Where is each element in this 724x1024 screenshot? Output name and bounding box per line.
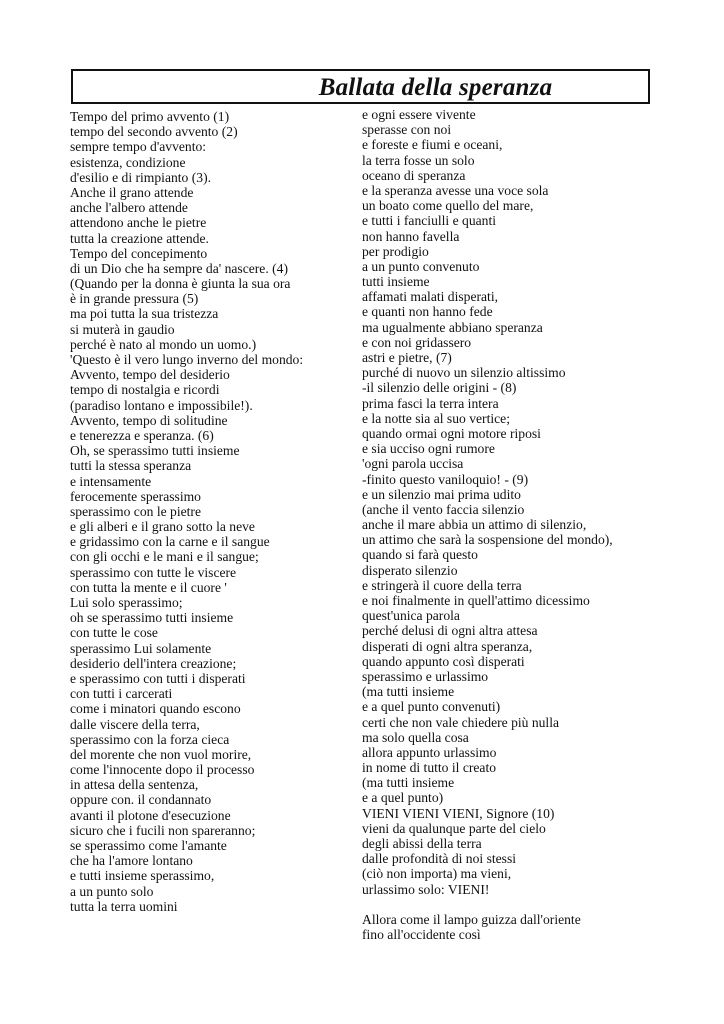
verse-line: a un punto convenuto — [362, 258, 480, 274]
verse-line: con tutte le cose — [70, 625, 158, 641]
verse-line: quest'unica parola — [362, 608, 460, 624]
verse-line: e sperassimo con tutti i disperati — [70, 670, 246, 686]
verse-line: tutta la creazione attende. — [70, 230, 209, 246]
verse-line: -finito questo vaniloquio! - (9) — [362, 471, 529, 487]
verse-line: ma poi tutta la sua tristezza — [70, 306, 219, 322]
verse-line: e un silenzio mai prima udito — [362, 486, 521, 502]
verse-line: per prodigio — [362, 243, 429, 259]
verse-line: e intensamente — [70, 473, 152, 489]
verse-line: sperassimo con le pietre — [70, 503, 201, 519]
verse-line: e foreste e fiumi e oceani, — [362, 137, 503, 153]
verse-line: in nome di tutto il creato — [362, 760, 497, 776]
verse-line: e tutti i fanciulli e quanti — [362, 213, 497, 229]
verse-line: quando appunto così disperati — [362, 653, 525, 669]
verse-line: (Quando per la donna è giunta la sua ora — [70, 276, 291, 292]
verse-line: sempre tempo d'avvento: — [70, 139, 207, 155]
verse-line: esistenza, condizione — [70, 154, 186, 170]
verse-line: in attesa della sentenza, — [70, 777, 199, 793]
verse-line: con tutta la mente e il cuore ' — [70, 579, 227, 595]
verse-line: oh se sperassimo tutti insieme — [70, 610, 234, 626]
verse-line: Anche il grano attende — [70, 184, 194, 200]
stanza-gap — [362, 897, 613, 912]
verse-line: prima fasci la terra intera — [362, 395, 499, 411]
verse-line: e tenerezza e speranza. (6) — [70, 427, 214, 443]
verse-line: un attimo che sarà la sospensione del mondo), — [362, 532, 613, 548]
verse-line: affamati malati disperati, — [362, 289, 499, 305]
verse-line: sperasse con noi — [362, 122, 452, 138]
verse-line: con gli occhi e le mani e il sangue; — [70, 549, 259, 565]
verse-line: del morente che non vuol morire, — [70, 746, 252, 762]
verse-line: un boato come quello del mare, — [362, 198, 534, 214]
verse-line: VIENI VIENI VIENI, Signore (10) — [362, 805, 555, 821]
verse-line: e gridassimo con la carne e il sangue — [70, 534, 270, 550]
verse-line: con tutti i carcerati — [70, 686, 173, 702]
verse-line: e stringerà il cuore della terra — [362, 577, 522, 593]
verse-line: anche il mare abbia un attimo di silenzio, — [362, 517, 587, 533]
verse-line: Oh, se sperassimo tutti insieme — [70, 443, 240, 459]
left-column — [70, 109, 303, 914]
verse-line: perché è nato al mondo un uomo.) — [70, 336, 257, 352]
verse-line: la terra fosse un solo — [362, 152, 475, 168]
verse-line: vieni da qualunque parte del cielo — [362, 820, 546, 836]
verse-line: disperati di ogni altra speranza, — [362, 638, 533, 654]
verse-line: sperassimo e urlassimo — [362, 668, 489, 684]
verse-line: di un Dio che ha sempre da' nascere. (4) — [70, 260, 288, 276]
verse-line: Avvento, tempo di solitudine — [70, 412, 228, 428]
verse-line: non hanno favella — [362, 228, 460, 244]
verse-line: e a quel punto convenuti) — [362, 699, 501, 715]
verse-line: purché di nuovo un silenzio altissimo — [362, 365, 566, 381]
verse-line: Lui solo sperassimo; — [70, 595, 183, 610]
verse-line: disperato silenzio — [362, 562, 458, 578]
verse-line: quando si farà questo — [362, 547, 478, 563]
verse-line: d'esilio e di rimpianto (3). — [70, 169, 212, 185]
verse-line: (paradiso lontano e impossibile!). — [70, 397, 253, 413]
verse-line: dalle profondità di noi stessi — [362, 851, 517, 867]
verse-line: sperassimo Lui solamente — [70, 640, 212, 656]
verse-line: avanti il plotone d'esecuzione — [70, 807, 231, 823]
verse-line: come i minatori quando escono — [70, 701, 241, 717]
verse-line: è in grande pressura (5) — [70, 291, 199, 307]
verse-line: tempo di nostalgia e ricordi — [70, 382, 220, 398]
verse-line: (ma tutti insieme — [362, 775, 455, 791]
verse-line: tutta la terra uomini — [70, 898, 178, 914]
verse-line: 'ogni parola uccisa — [362, 456, 464, 472]
verse-line: (ciò non importa) ma vieni, — [362, 866, 512, 882]
verse-line: sperassimo con tutte le viscere — [70, 564, 237, 580]
verse-line: ma ugualmente abbiano speranza — [362, 319, 543, 335]
verse-line: desiderio dell'intera creazione; — [70, 655, 237, 671]
right-column — [362, 107, 613, 942]
verse-line: a un punto solo — [70, 883, 154, 899]
verse-line: quando ormai ogni motore riposi — [362, 425, 541, 441]
verse-line: oppure con. il condannato — [70, 792, 212, 808]
title-box — [71, 69, 650, 104]
verse-line: tempo del secondo avvento (2) — [70, 124, 238, 140]
verse-line: Tempo del primo avvento (1) — [70, 109, 230, 124]
verse-line: e sia ucciso ogni rumore — [362, 441, 495, 457]
verse-line: e gli alberi e il grano sotto la neve — [70, 519, 255, 535]
verse-line: tutti la stessa speranza — [70, 458, 192, 474]
verse-line: fino all'occidente così — [362, 926, 481, 942]
verse-line: attendono anche le pietre — [70, 215, 207, 231]
verse-line: e con noi gridassero — [362, 334, 472, 350]
verse-line: Tempo del concepimento — [70, 245, 208, 261]
verse-line: si muterà in gaudio — [70, 321, 175, 337]
verse-line: (ma tutti insieme — [362, 684, 455, 700]
verse-line: ferocemente sperassimo — [70, 488, 201, 504]
verse-line: Avvento, tempo del desiderio — [70, 367, 230, 383]
verse-line: perché delusi di ogni altra attesa — [362, 623, 538, 639]
verse-line: se sperassimo come l'amante — [70, 838, 227, 853]
verse-line: dalle viscere della terra, — [70, 716, 200, 732]
verse-line: astri e pietre, (7) — [362, 350, 452, 365]
verse-line: Allora come il lampo guizza dall'oriente — [362, 911, 581, 927]
verse-line: anche l'albero attende — [70, 200, 188, 216]
verse-line: sicuro che i fucili non spareranno; — [70, 822, 256, 838]
verse-line: oceano di speranza — [362, 167, 466, 183]
verse-line: e a quel punto) — [362, 790, 444, 806]
verse-line: certi che non vale chiedere più nulla — [362, 714, 560, 730]
verse-line: e tutti insieme sperassimo, — [70, 868, 215, 884]
verse-line: e ogni essere vivente — [362, 107, 476, 122]
verse-line: tutti insieme — [362, 274, 430, 290]
verse-line: e quanti non hanno fede — [362, 304, 493, 320]
verse-line: che ha l'amore lontano — [70, 853, 193, 869]
verse-line: e la notte sia al suo vertice; — [362, 410, 510, 426]
verse-line: 'Questo è il vero lungo inverno del mondo: — [70, 352, 304, 367]
verse-line: -il silenzio delle origini - (8) — [362, 380, 517, 396]
poem-title: Ballata della speranza — [318, 74, 553, 101]
verse-line: ma solo quella cosa — [362, 729, 469, 745]
verse-line: allora appunto urlassimo — [362, 744, 497, 760]
verse-line: urlassimo solo: VIENI! — [362, 881, 490, 897]
verse-line: come l'innocente dopo il processo — [70, 762, 255, 778]
verse-line: e la speranza avesse una voce sola — [362, 182, 549, 198]
verse-line: e noi finalmente in quell'attimo dicessimo — [362, 593, 590, 608]
verse-line: sperassimo con la forza cieca — [70, 731, 230, 747]
verse-line: (anche il vento faccia silenzio — [362, 501, 525, 517]
verse-line: degli abissi della terra — [362, 836, 482, 851]
